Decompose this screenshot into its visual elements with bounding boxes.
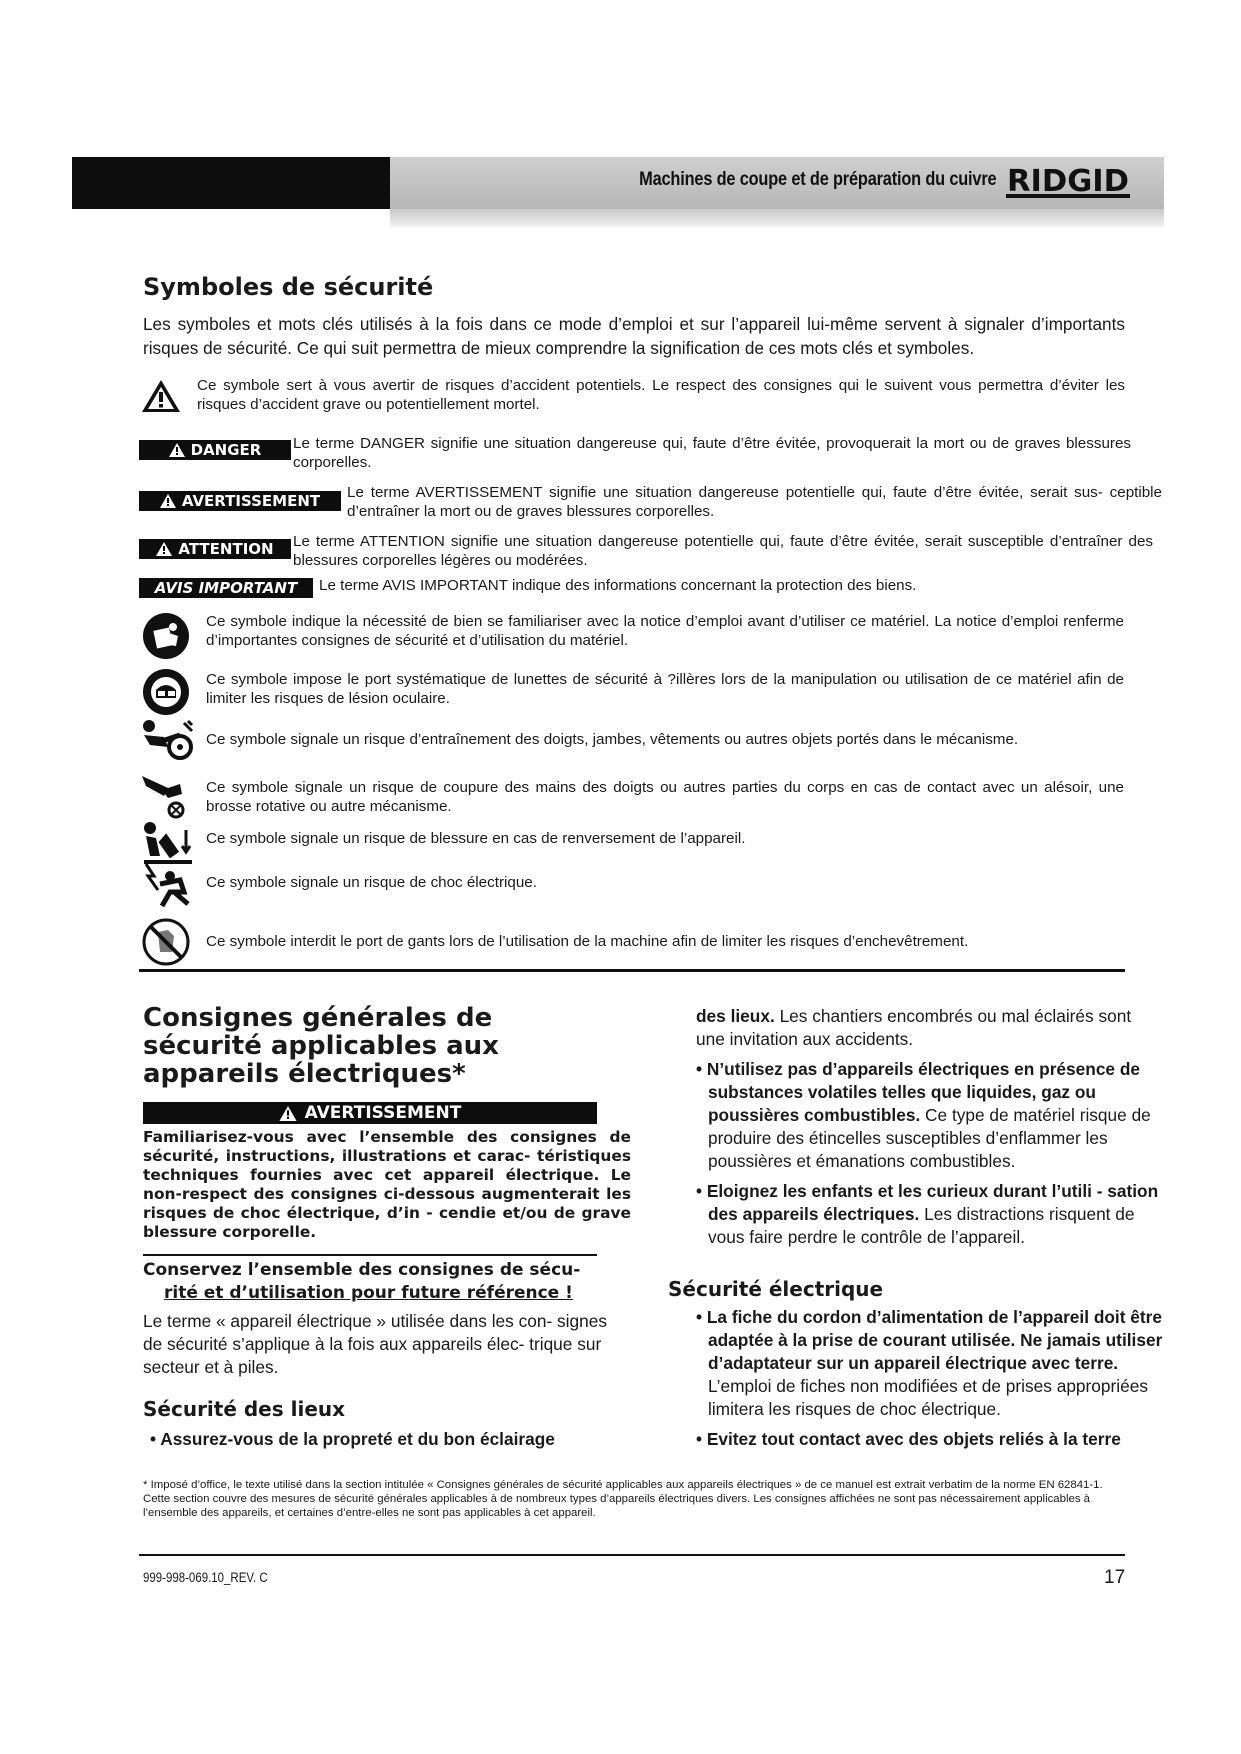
header-black-band	[72, 157, 390, 209]
cutting-hazard-text: Ce symbole signale un risque de coupure des mains des doigts ou autres parties du corps en cas de contact avec un alésoir, une brosse rotative ou autre mécanisme.	[206, 779, 1124, 815]
header-title: Machines de coupe et de préparation du cuivre	[638, 169, 996, 190]
danger-text: Le terme DANGER signifie une situation dangereuse qui, faute d’être évitée, provoquerait la mort ou de graves blessures corporelles.	[293, 435, 1131, 471]
caution-text: Le terme ATTENTION signifie une situation dangereuse potentielle qui, faute d’être évitée, serait susceptible d’entraîner des blessures corporelles légères ou modérées.	[293, 533, 1153, 569]
general-warning-triangle-icon	[279, 1106, 297, 1121]
area-bullet3: • Eloignez les enfants et les curieux durant l’utili - sation des appareils électriques. Les distractions risquent de vous faire perdre le contrôle de l’appareil.	[696, 1181, 1159, 1247]
footer-rule	[139, 1554, 1125, 1556]
caution-label: ATTENTION	[139, 539, 291, 559]
warning-text: Le terme AVERTISSEMENT signifie une situation dangereuse potentielle qui, faute d’être évitée, serait sus- ceptible d’entraîner la mort ou de graves blessures corporelles.	[347, 484, 1162, 520]
caution-triangle-icon	[156, 542, 172, 556]
ridgid-logo	[1006, 162, 1130, 207]
alert-triangle-icon	[140, 378, 182, 419]
tip-over-text: Ce symbole signale un risque de blessure en cas de renversement de l’appareil.	[206, 830, 746, 847]
right-column	[688, 1005, 1163, 1249]
electrical-safety-heading: Sécurité électrique	[668, 1277, 884, 1301]
warning-triangle-icon	[160, 494, 176, 508]
area-bullet1-bold: • Assurez-vous de la propreté et du bon éclairage	[150, 1429, 555, 1449]
alert-symbol-text: Ce symbole sert à vous avertir de risques d’accident potentiels. Le respect des consignes qui le suivent vous permettra d’éviter les risques d’accident grave ou potentiellement mortel.	[197, 377, 1125, 413]
warning-label: AVERTISSEMENT	[139, 491, 341, 511]
electric-shock-text: Ce symbole signale un risque de choc électrique.	[206, 874, 537, 891]
footnote: * Imposé d’office, le texte utilisé dans la section intitulée « Consignes générales de sécurité applicables aux appareils électriques » de ce manuel est extrait verbatim de la norme EN 62841-1. Cette section couvre des mesures de sécurité générales applicables à de nombreux types d’appareils électriques divers. Les consignes affichées ne sont pas nécessairement applicables à l’ensemble des appareils, et certaines d’entre-elles ne sont pas applicables à cet appareil.	[143, 1479, 1103, 1519]
notice-text: Le terme AVIS IMPORTANT indique des informations concernant la protection des biens.	[319, 577, 917, 594]
area-safety-heading: Sécurité des lieux	[143, 1397, 346, 1421]
entanglement-text: Ce symbole signale un risque d’entraînement des doigts, jambes, vêtements ou autres objets portés dans le mécanisme.	[206, 731, 1019, 748]
general-warning-label: AVERTISSEMENT	[143, 1102, 597, 1124]
safety-intro: Les symboles et mots clés utilisés à la fois dans ce mode d’emploi et sur l’appareil lui-même servent à signaler d’importants risques de sécurité. Ce qui suit permettra de mieux comprendre la signification de ces mots clés et symboles.	[143, 314, 1125, 358]
danger-triangle-icon	[169, 443, 185, 457]
no-gloves-text: Ce symbole interdit le port de gants lors de l’utilisation de la machine afin de limiter les risques d’enchevêtrement.	[206, 933, 969, 950]
header-shadow	[390, 209, 1164, 227]
cutting-hazard-icon	[140, 772, 194, 825]
electric-shock-icon	[140, 862, 194, 915]
area-bullet2: • N’utilisez pas d’appareils électriques en présence de substances volatiles telles que liquides, gaz ou poussières combustibles. Ce type de matériel risque de produire des étincelles susceptibles d’enflammer les poussières et émanations combustibles.	[696, 1059, 1151, 1171]
logo-text: RIDGID	[1007, 164, 1129, 199]
safety-glasses-text: Ce symbole impose le port systématique de lunettes de sécurité à ?illères lors de la manipulation ou utilisation de ce matériel afin de limiter les risques de lésion oculaire.	[206, 671, 1124, 707]
doc-number: 999-998-069.10_REV. C	[143, 1570, 268, 1585]
no-gloves-icon	[142, 918, 190, 971]
section-divider	[139, 969, 1125, 972]
page-number: 17	[1104, 1567, 1126, 1588]
read-manual-text: Ce symbole indique la nécessité de bien se familiariser avec la notice d’emploi avant d’utiliser ce matériel. La notice d’emploi renferme d’importantes consignes de sécurité et d’utilisation du matériel.	[206, 613, 1124, 649]
safety-glasses-icon	[142, 668, 190, 721]
elec-bullet1: • La fiche du cordon d’alimentation de l’appareil doit être adaptée à la prise de courant utilisée. Ne jamais utiliser d’adaptateur sur un appareil électrique avec terre. L’emploi de fiches non modifiées et de prises appropriées limitera les risques de choc électrique.	[696, 1307, 1163, 1419]
term-definition-text: Le terme « appareil électrique » utilisée dans les con- signes de sécurité s’applique à la fois aux appareils élec- trique sur secteur et à piles.	[143, 1311, 607, 1377]
notice-label: AVIS IMPORTANT	[139, 578, 313, 598]
electrical-column	[688, 1306, 1163, 1451]
elec-bullet2: • Evitez tout contact avec des objets reliés à la terre	[696, 1429, 1121, 1449]
read-manual-icon	[142, 612, 190, 665]
keep-instructions-line2: rité et d’utilisation pour future référence !	[164, 1283, 573, 1303]
keep-rule-top	[143, 1254, 597, 1256]
danger-label: DANGER	[139, 440, 291, 460]
area-bullet1-cont: des lieux. Les chantiers encombrés ou mal éclairés sont une invitation aux accidents.	[696, 1006, 1132, 1049]
keep-instructions-line1: Conservez l’ensemble des consignes de sécu-	[143, 1260, 581, 1280]
general-safety-heading: Consignes générales de sécurité applicables aux appareils électriques*	[143, 1003, 499, 1089]
entanglement-icon	[140, 717, 194, 770]
general-warning-text: Familiarisez-vous avec l’ensemble des consignes de sécurité, instructions, illustrations et carac- téristiques techniques fournies avec cet appareil électrique. Le non-respect des consignes ci-dessous augmenterait les risques de choc électrique, d’in - cendie et/ou de grave blessure corporelle.	[143, 1128, 631, 1241]
safety-symbols-heading: Symboles de sécurité	[143, 273, 434, 301]
